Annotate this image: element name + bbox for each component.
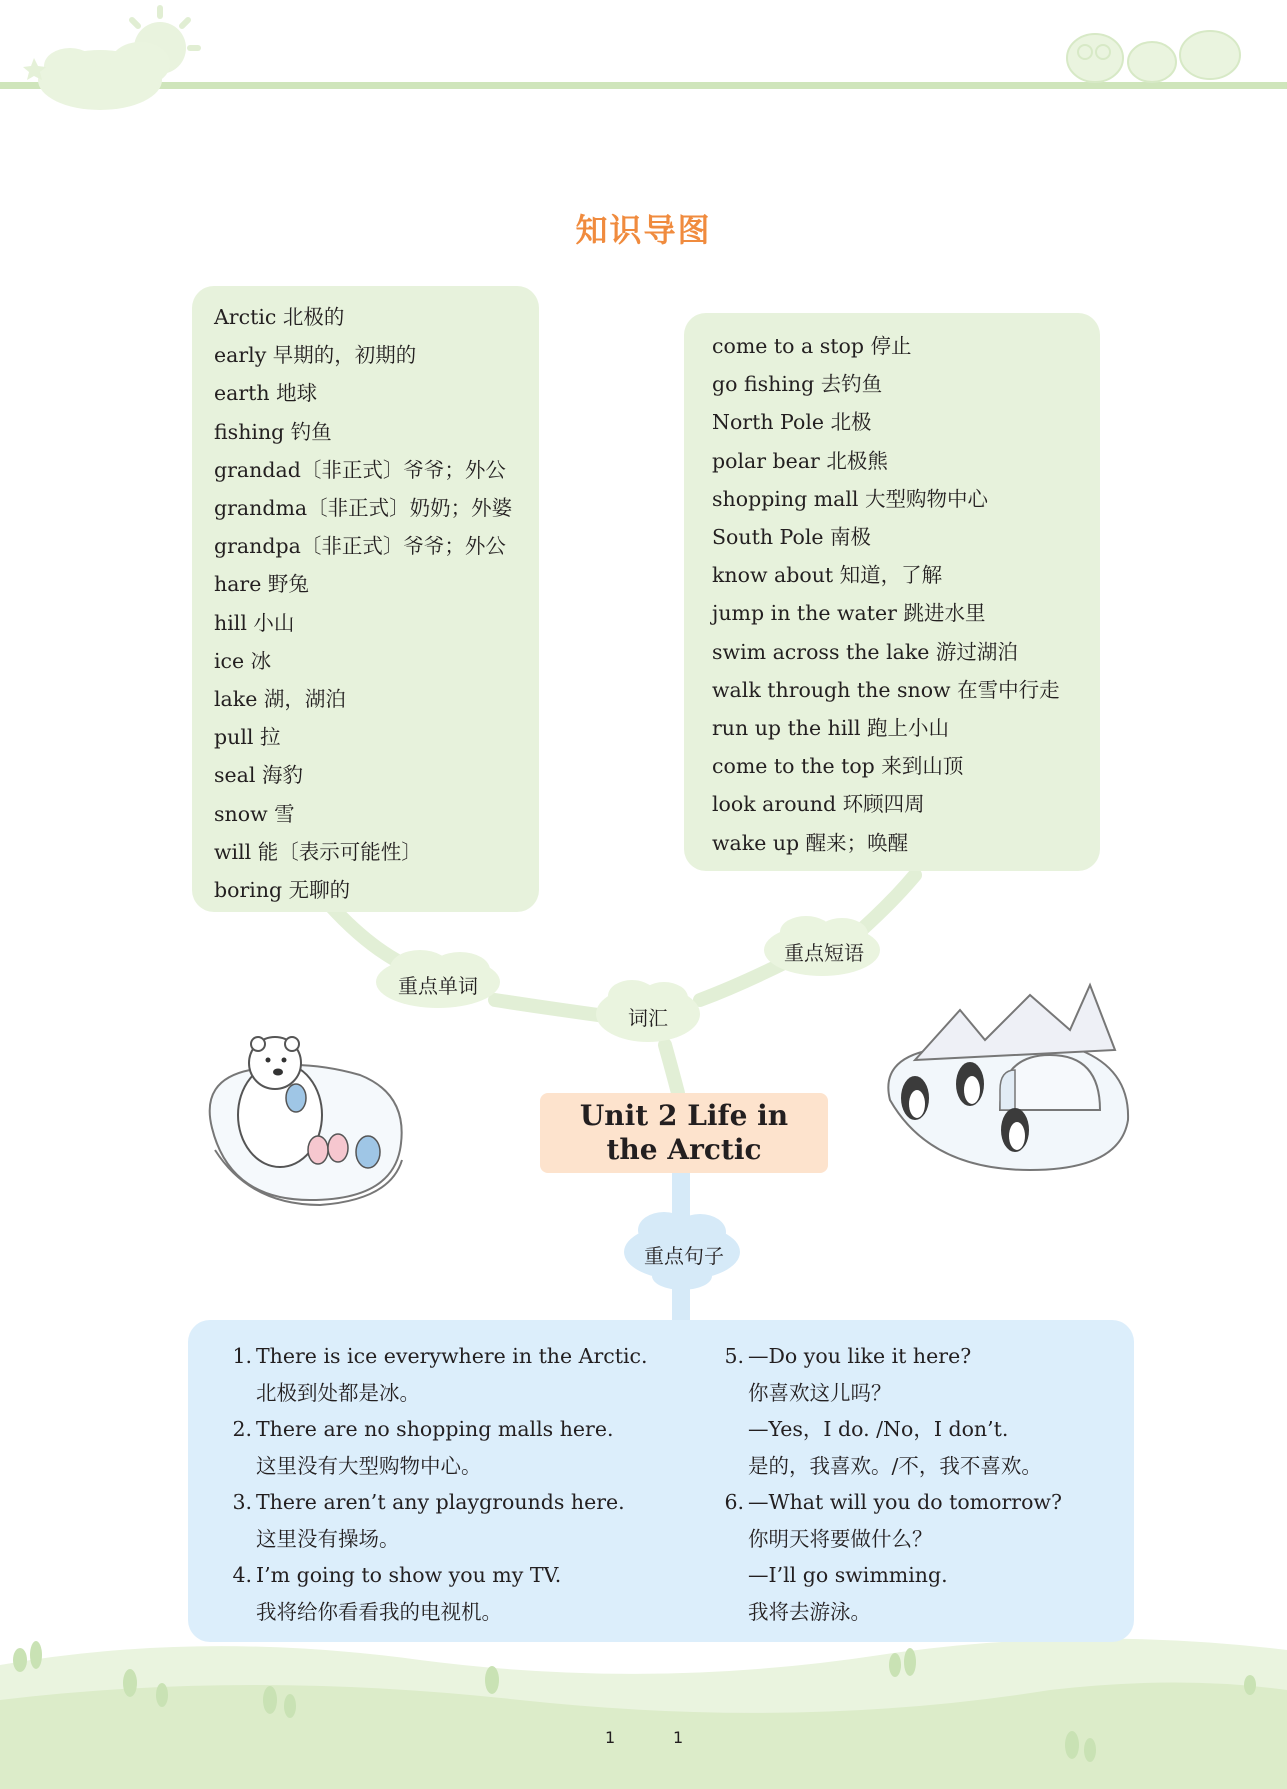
sentence-en: 6. —What will you do tomorrow? — [724, 1490, 1062, 1514]
list-item: go fishing 去钓鱼 — [712, 372, 883, 397]
list-item: grandma〔非正式〕奶奶；外婆 — [214, 496, 513, 521]
list-item: walk through the snow 在雪中行走 — [712, 677, 1060, 702]
sentence-en: 3. There aren’t any playgrounds here. — [232, 1490, 625, 1514]
page-number: 1 — [673, 1728, 684, 1747]
sentence-cn: 这里没有操场。 — [256, 1526, 400, 1551]
sentence-en: 5. —Do you like it here? — [724, 1344, 972, 1368]
key-words-list — [214, 298, 539, 909]
key-sentences-label: 重点句子 — [644, 1244, 724, 1268]
sentence-en: 1. There is ice everywhere in the Arctic. — [232, 1344, 648, 1368]
sun-cloud-icon — [23, 8, 198, 110]
key-words-panel — [192, 286, 539, 912]
sentence-en: 4. I’m going to show you my TV. — [232, 1563, 562, 1587]
page-number: 1 — [605, 1728, 616, 1747]
list-item: look around 环顾四周 — [712, 792, 925, 817]
list-item: South Pole 南极 — [712, 525, 872, 550]
list-item: know about 知道，了解 — [712, 563, 943, 588]
sentence-cn: 这里没有大型购物中心。 — [256, 1453, 482, 1478]
sentence-en: 2. There are no shopping malls here. — [232, 1417, 614, 1441]
list-item: wake up 醒来；唤醒 — [712, 830, 909, 855]
list-item: seal 海豹 — [214, 763, 303, 788]
bottom-hills — [0, 1639, 1287, 1789]
list-item: grandpa〔非正式〕爷爷；外公 — [214, 534, 506, 559]
list-item: ice 冰 — [214, 648, 272, 673]
list-item: lake 湖，湖泊 — [214, 687, 346, 712]
list-item: snow 雪 — [214, 801, 295, 826]
sentence-cn: 是的，我喜欢。/不，我不喜欢。 — [748, 1453, 1042, 1478]
list-item: Arctic 北极的 — [214, 305, 345, 329]
polar-bear-icon — [210, 1037, 402, 1205]
sentence-cn: 你明天将要做什么？ — [748, 1526, 933, 1551]
unit-title: Unit 2 Life in the Arctic — [579, 1099, 789, 1166]
key-words-label: 重点单词 — [398, 974, 478, 998]
sentence-en: —Yes，I do. /No，I don’t. — [748, 1417, 1009, 1441]
list-item: early 早期的，初期的 — [214, 343, 417, 368]
key-phrases-label: 重点短语 — [784, 941, 864, 965]
list-item: hare 野兔 — [214, 572, 309, 597]
list-item: run up the hill 跑上小山 — [712, 716, 950, 741]
penguins-igloo-icon — [888, 985, 1128, 1170]
list-item: swim across the lake 游过湖泊 — [712, 639, 1018, 664]
sentence-cn: 我将给你看看我的电视机。 — [256, 1599, 502, 1624]
sentence-cn: 我将去游泳。 — [748, 1599, 871, 1624]
sentence-cn: 你喜欢这儿吗？ — [748, 1380, 892, 1405]
list-item: come to a stop 停止 — [712, 334, 912, 358]
list-item: grandad〔非正式〕爷爷；外公 — [214, 457, 506, 482]
vocabulary-label: 词汇 — [628, 1006, 668, 1030]
animals-icon — [1067, 31, 1240, 82]
sentence-en: —I’ll go swimming. — [748, 1563, 948, 1587]
list-item: earth 地球 — [214, 381, 318, 406]
key-phrases-panel — [684, 313, 1100, 871]
list-item: North Pole 北极 — [712, 410, 872, 435]
list-item: come to the top 来到山顶 — [712, 754, 964, 779]
list-item: jump in the water 跳进水里 — [712, 601, 986, 626]
header-line — [0, 82, 1287, 89]
unit-title-box — [540, 1093, 828, 1173]
list-item: pull 拉 — [214, 725, 281, 750]
page-title: 知识导图 — [575, 211, 712, 249]
sentence-cn: 北极到处都是冰。 — [256, 1380, 420, 1405]
sentences-left-column — [228, 1338, 648, 1630]
list-item: boring 无聊的 — [214, 878, 351, 903]
list-item: shopping mall 大型购物中心 — [712, 486, 988, 511]
key-phrases-list — [712, 327, 1100, 862]
sentences-right-column — [720, 1338, 1062, 1630]
list-item: polar bear 北极熊 — [712, 448, 888, 473]
list-item: hill 小山 — [214, 610, 295, 635]
list-item: fishing 钓鱼 — [214, 419, 332, 444]
list-item: will 能〔表示可能性〕 — [214, 839, 422, 864]
